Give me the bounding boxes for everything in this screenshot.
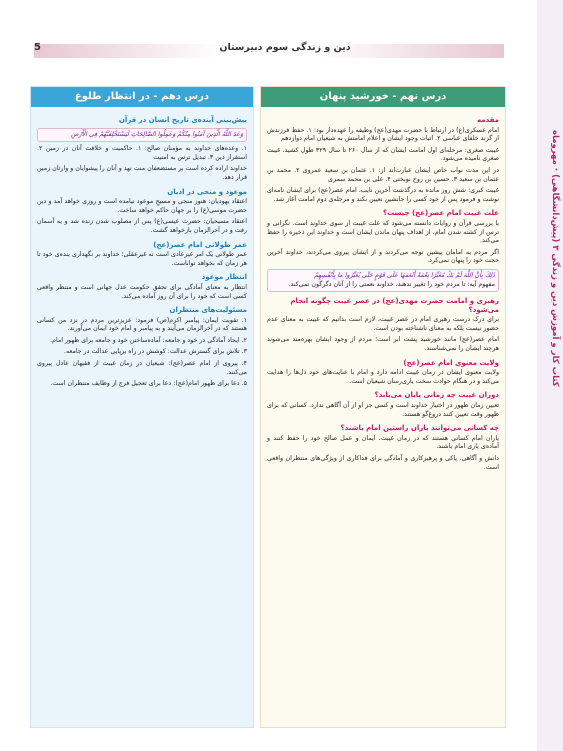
paragraph: ۱. تقویت ایمان: پیامبر اکرم(ص) فرمود: عزیزترین مردم در نزد من کسانی هستند که در آخرالزمان می‌آیند و به پیامبر و امام خود ایمان می‌آورند.	[37, 316, 247, 333]
paragraph: امام عصر(عج) مانند خورشید پشت ابر است؛ مردم از وجود ایشان بهره‌مند می‌شوند هرچند ایشان را نمی‌شناسند.	[267, 336, 499, 353]
section-heading: مسئولیت‌های منتظران	[169, 306, 247, 315]
paragraph: خداوند اراده کرده است بر مستضعفان منت نهد و آنان را پیشوایان و وارثان زمین قرار دهد.	[37, 165, 247, 181]
paragraph: ۲. ایجاد آمادگی در خود و جامعه: آماده‌ساختن خود و جامعه برای ظهور امام.	[50, 336, 247, 344]
ayah-note: مفهوم آیه: تا مردم خود را تغییر ندهند، خداوند نعمتی را از آنان دگرگون نمی‌کند.	[288, 280, 495, 288]
paragraph: یاران امام کسانی هستند که در زمان غیبت، ایمان و عمل صالح خود را حفظ کنند و آماده‌ی یاری امام باشند.	[267, 434, 499, 451]
paragraph: دانش و آگاهی، پاکی و پرهیزکاری و آمادگی برای فداکاری از ویژگی‌های منتظران واقعی است.	[267, 455, 499, 471]
paragraph: غیبت کبری: شش روز مانده به درگذشت آخرین نایب، امام عصر(عج) برای ایشان نامه‌ای نوشت و فرمود پس از خود کسی را جانشین تعیین نکند و مرحله‌ی دوم امامت آغاز شد.	[267, 187, 499, 203]
ayah-text: وَعَدَ اللَّهُ الَّذِينَ آمَنُوا مِنْكُمْ وَعَمِلُوا الصَّالِحَاتِ لَيَسْتَخْلِفَنَّهُمْ فِي الْأَرْضِ	[70, 130, 243, 138]
ayah-text: ذَلِكَ بِأَنَّ اللَّهَ لَمْ يَكُ مُغَيِّرًا نِعْمَةً أَنْعَمَهَا عَلَى قَوْمٍ حَتَّى يُغَيِّرُوا مَا بِأَنْفُسِهِمْ	[314, 271, 495, 279]
paragraph: با بررسی قرآن و روایات دانسته می‌شود که علت غیبت از سوی خداوند است. نگرانی و ترس از کشته شدن امام، از اهداف پنهان ماندن ایشان است و خداوند این ذخیره را حفظ می‌کند.	[267, 219, 499, 245]
paragraph: امام عسکری(ع) در ارتباط با حضرت مهدی(عج) وظیفه را عهده‌دار بود: ۱. حفظ فرزندش از گزند خلفای عباسی ۲. اثبات وجود ایشان و اعلام امامتش به شیعیان امام دوازدهم	[267, 126, 499, 143]
paragraph: ۵. دعا برای ظهور امام(عج): دعا برای تعجیل فرج از وظایف منتظران است.	[50, 380, 247, 388]
section-heading: عمر طولانی امام عصر(عج)	[153, 240, 247, 249]
header-title: دین و زندگی سوم دبیرستان	[219, 42, 351, 53]
paragraph: اعتقاد یهودیان: هنوز منجی و مسیحِ موعود نیامده است و روزی خواهد آمد و دین حضرت موسی(ع) را بر جهان حاکم خواهد ساخت.	[37, 198, 247, 214]
left-column-title: درس دهم - در انتظار طلوع	[31, 87, 253, 107]
section-heading: دوران غیبت چه زمانی پایان می‌یابد؟	[374, 391, 499, 400]
paragraph: در این مدت نواب خاص ایشان عبارت‌اند از: ۱. عثمان بن سعید عمروی ۲. محمد بن عثمان بن سعید ۳. حسین بن روح نوبختی ۴. علی بن محمد سمری	[267, 166, 500, 183]
section-heading: پیش‌بینی آینده‌ی تاریخ انسان در قرآن	[118, 116, 247, 124]
section-heading: انتظار موعود	[201, 273, 247, 282]
paragraph: اعتقاد مسیحیان: حضرت عیسی(ع) پس از مصلوب شدن زنده شد و به آسمان رفت و در آخرالزمان بازخواهد گشت.	[37, 218, 247, 234]
paragraph: ۱. وعده‌های خداوند به مؤمنان صالح: ۱. حاکمیت و خلافت آنان در زمین ۲. استقرار دین ۳. تبدیل ترس به امنیت	[37, 145, 247, 161]
page-number: 5	[34, 42, 41, 53]
paragraph: اگر مردم به امامان پیشین توجه می‌کردند و از ایشان پیروی می‌کردند، خداوند آخرین حجت خود را پنهان نمی‌کرد.	[267, 248, 499, 265]
ayah-box	[267, 269, 499, 292]
paragraph: ۴. پیروی از امام عصر(عج): شیعیان در زمان غیبت از فقیهان عادل پیروی می‌کنند.	[37, 360, 247, 376]
paragraph: ولایت معنوی ایشان در زمان غیبت ادامه دارد و امام با عنایت‌های خود دل‌ها را هدایت می‌کند و در هنگام حوادث سخت یاری‌رسان شیعیان است.	[267, 369, 499, 385]
paragraph: عمر طولانی یک امر غیرعادی است نه غیرعقلی؛ خداوند بر نگهداری بنده‌ی خود تا هر زمان که بخواهد تواناست.	[37, 251, 247, 267]
brand-strip	[537, 0, 563, 751]
section-heading: چه کسانی می‌توانند یاران راستین امام باشند؟	[340, 424, 499, 433]
brand-text: کتاب کار و آموزش دین و زندگی ۳ (پیش‌دانشگاهی) · مهروماه	[550, 130, 560, 387]
right-column	[260, 86, 506, 728]
left-column	[30, 86, 254, 728]
left-column-body	[31, 107, 253, 396]
ayah-box	[37, 128, 247, 143]
section-heading: ولایت معنوی امام عصر(عج)	[403, 358, 499, 367]
paragraph: انتظار به معنای آمادگی برای تحقق حکومت عدل جهانی است و منتظر واقعی کسی است که خود را برای آن روز آماده می‌کند.	[37, 283, 247, 300]
section-heading: رهبری و امامت حضرت مهدی(عج) در عصر غیبت چگونه انجام می‌شود؟	[290, 297, 499, 314]
paragraph: برای درک درست رهبری امام در عصر غیبت، لازم است بدانیم که غیبت به معنای عدم حضور نیست بلکه به معنای ناشناخته بودن است.	[267, 316, 499, 332]
paragraph: تعیین زمان ظهور در اختیار خداوند است و کسی جز او از آن آگاهی ندارد. کسانی که برای ظهور وقت تعیین کنند دروغ‌گو هستند.	[267, 402, 499, 418]
paragraph: ۳. تلاش برای گسترش عدالت: کوشش در راه برپایی عدالت در جامعه.	[64, 348, 247, 356]
right-column-body	[261, 107, 505, 479]
section-heading: موعود و منجی در ادیان	[167, 187, 247, 196]
paragraph: غیبت صغری: مرحله‌ای اول امامت ایشان که از سال ۲۶۰ تا سال ۳۲۹ طول کشید، غیبت صغری نامیده می‌شود.	[267, 146, 499, 163]
section-heading: مقدمه	[477, 116, 499, 124]
right-column-title: درس نهم - خورشید پنهان	[261, 87, 505, 107]
page-header	[0, 0, 563, 70]
section-heading: علت غیبت امام عصر(عج) چیست؟	[383, 209, 499, 218]
